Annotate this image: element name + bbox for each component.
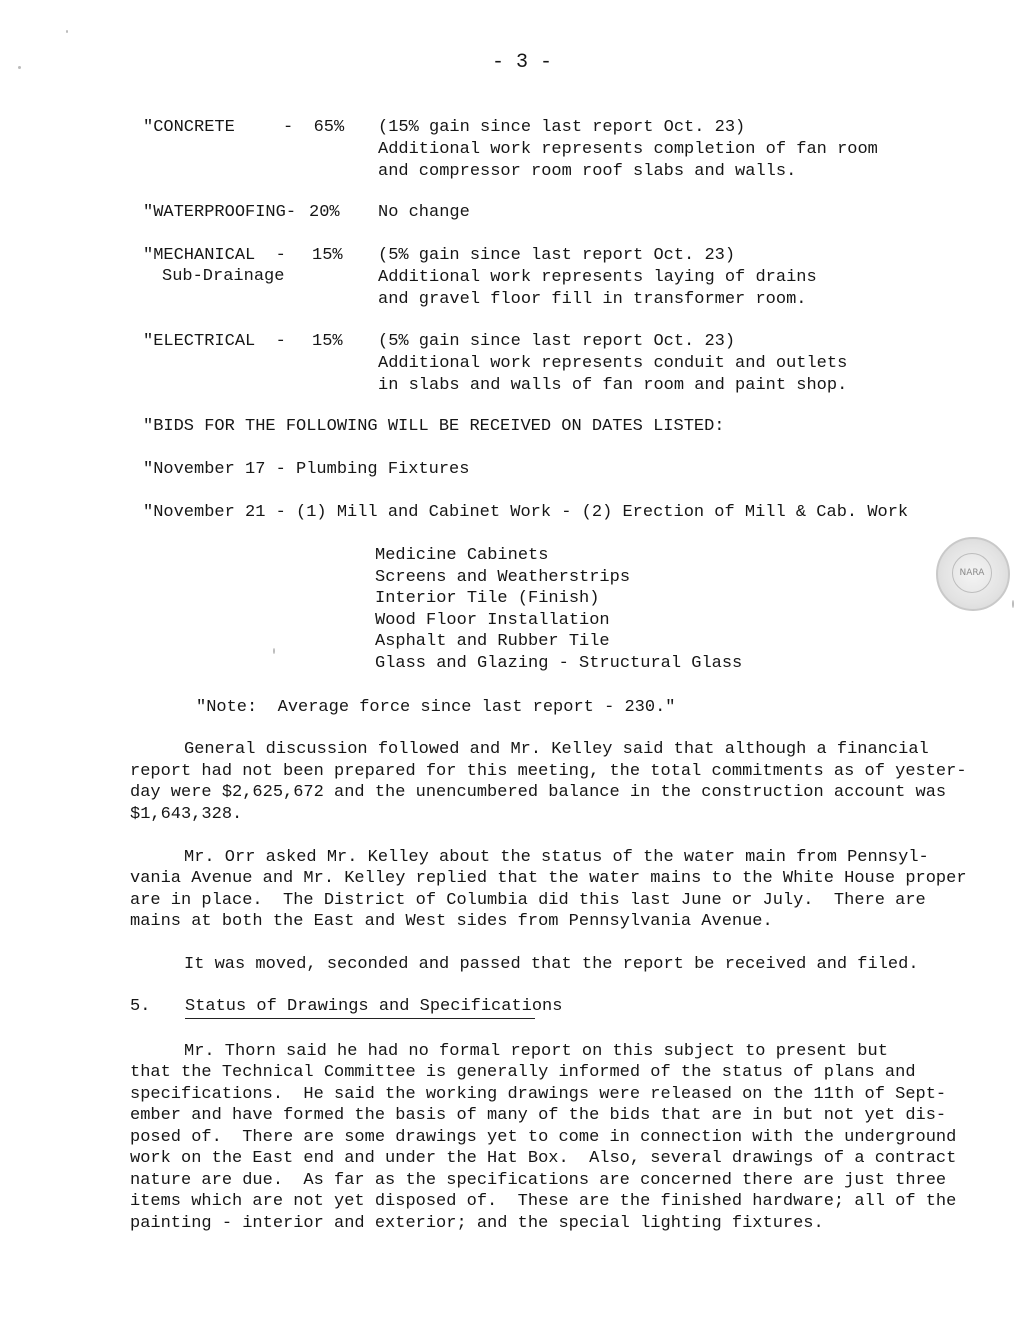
note-average-force: "Note: Average force since last report - 230." — [196, 698, 676, 717]
item-desc-line: and gravel floor fill in transformer room. — [378, 290, 807, 309]
paragraph-line: posed of. There are some drawings yet to come in connection with the underground — [130, 1128, 957, 1147]
section-title: Status of Drawings and Specifications — [185, 996, 535, 1019]
scan-speck — [273, 648, 275, 654]
item-percent-waterproofing: 20% — [309, 203, 340, 222]
item-percent-mechanical: 15% — [312, 246, 343, 265]
item-sublabel-subdrainage: Sub-Drainage — [162, 267, 285, 286]
item-desc-line: (5% gain since last report Oct. 23) — [378, 246, 736, 265]
paragraph-line: Mr. Orr asked Mr. Kelley about the status of the water main from Pennsyl- — [184, 848, 929, 867]
page-number: - 3 - — [492, 51, 553, 74]
paragraph-line: day were $2,625,672 and the unencumbered balance in the construction account was — [130, 783, 947, 802]
paragraph-line: nature are due. As far as the specifications are concerned there are just three — [130, 1171, 947, 1190]
item-percent-concrete: - 65% — [283, 118, 345, 137]
paragraph-line: items which are not yet disposed of. These are the finished hardware; all of the — [130, 1192, 957, 1211]
paragraph-line: painting - interior and exterior; and the special lighting fixtures. — [130, 1214, 824, 1233]
bid-item: Screens and Weatherstrips — [375, 568, 631, 587]
bid-item: Interior Tile (Finish) — [375, 589, 600, 608]
paragraph-line: report had not been prepared for this meeting, the total commitments as of yester- — [130, 762, 967, 781]
archive-stamp-seal — [936, 537, 1010, 611]
paragraph-line: $1,643,328. — [130, 805, 243, 824]
bid-item: Glass and Glazing - Structural Glass — [375, 654, 743, 673]
bid-line: "November 21 - (1) Mill and Cabinet Work - (2) Erection of Mill & Cab. Work — [143, 503, 909, 522]
item-label-concrete: "CONCRETE — [143, 118, 235, 137]
item-desc-line: Additional work represents laying of drains — [378, 268, 817, 287]
item-percent-electrical: 15% — [312, 332, 343, 351]
bids-heading: "BIDS FOR THE FOLLOWING WILL BE RECEIVED ON DATES LISTED: — [143, 417, 725, 436]
stamp-label: NARA — [952, 553, 992, 593]
item-desc-line: in slabs and walls of fan room and paint shop. — [378, 376, 848, 395]
section-number: 5. — [130, 997, 151, 1016]
bid-item: Medicine Cabinets — [375, 546, 549, 565]
item-desc-line: No change — [378, 203, 470, 222]
scan-speck — [18, 66, 21, 69]
paragraph-line: work on the East end and under the Hat Box. Also, several drawings of a contract — [130, 1149, 957, 1168]
scan-speck — [1012, 600, 1014, 608]
bid-item: Asphalt and Rubber Tile — [375, 632, 610, 651]
paragraph-line: Mr. Thorn said he had no formal report on this subject to present but — [184, 1042, 888, 1061]
paragraph-line: It was moved, seconded and passed that the report be received and filed. — [184, 955, 919, 974]
paragraph-line: are in place. The District of Columbia did this last June or July. There are — [130, 891, 926, 910]
paragraph-line: vania Avenue and Mr. Kelley replied that the water mains to the White House proper — [130, 869, 967, 888]
item-label-electrical: "ELECTRICAL - — [143, 332, 286, 351]
scan-speck — [66, 30, 68, 33]
item-desc-line: and compressor room roof slabs and walls. — [378, 162, 797, 181]
item-desc-line: Additional work represents conduit and outlets — [378, 354, 848, 373]
item-desc-line: Additional work represents completion of fan room — [378, 140, 878, 159]
item-desc-line: (5% gain since last report Oct. 23) — [378, 332, 736, 351]
paragraph-line: specifications. He said the working drawings were released on the 11th of Sept- — [130, 1085, 947, 1104]
item-label-mechanical: "MECHANICAL - — [143, 246, 286, 265]
paragraph-line: that the Technical Committee is generally informed of the status of plans and — [130, 1063, 916, 1082]
paragraph-line: mains at both the East and West sides from Pennsylvania Avenue. — [130, 912, 773, 931]
paragraph-line: General discussion followed and Mr. Kelley said that although a financial — [184, 740, 929, 759]
bid-line: "November 17 - Plumbing Fixtures — [143, 460, 470, 479]
bid-item: Wood Floor Installation — [375, 611, 610, 630]
paragraph-line: ember and have formed the basis of many of the bids that are in but not yet dis- — [130, 1106, 947, 1125]
item-desc-line: (15% gain since last report Oct. 23) — [378, 118, 746, 137]
item-label-waterproofing: "WATERPROOFING- — [143, 203, 297, 222]
